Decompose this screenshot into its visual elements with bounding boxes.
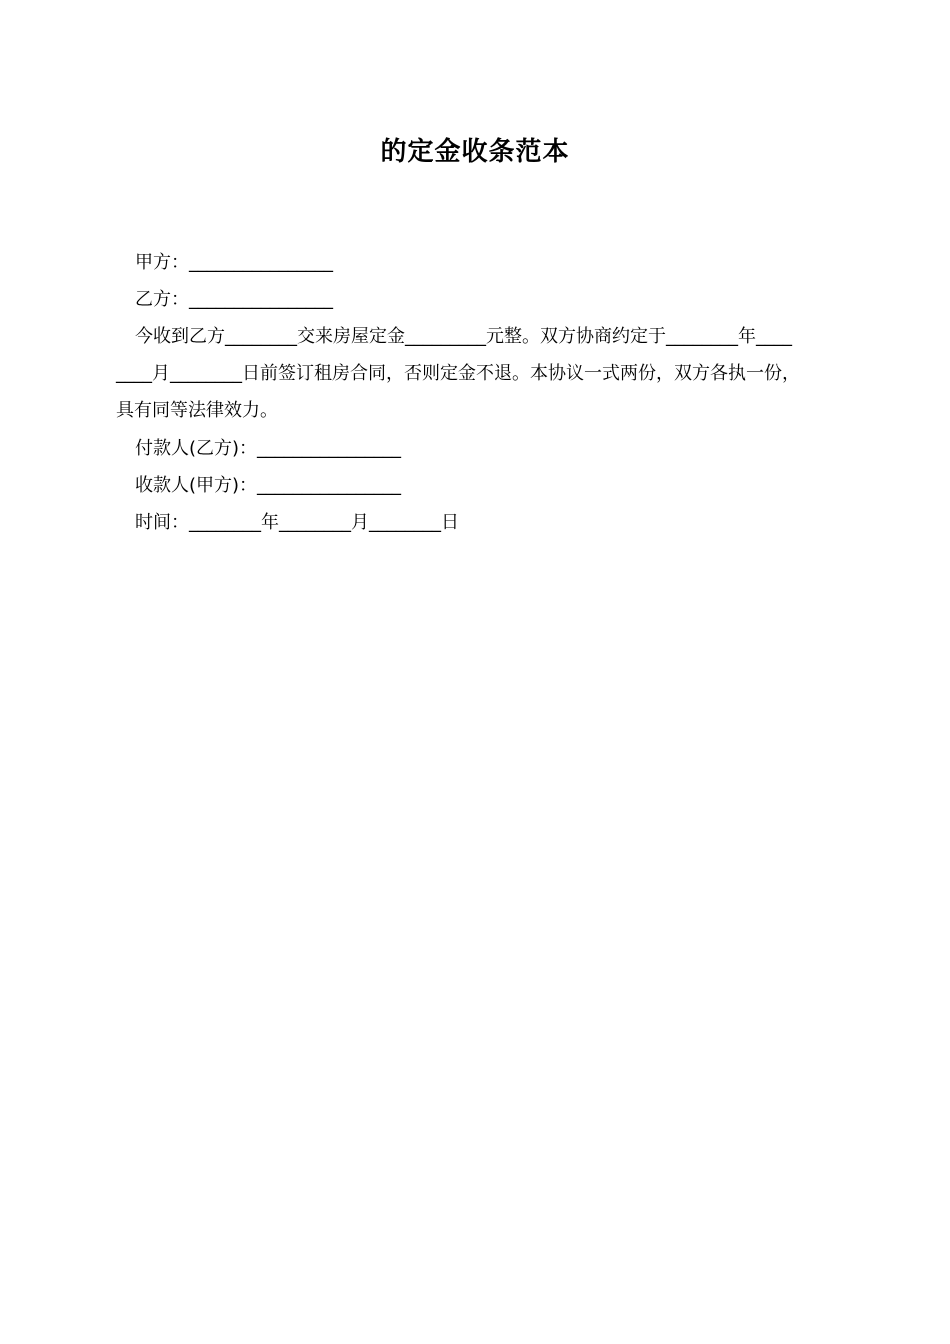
payer-line: 付款人(乙方)：________________	[135, 438, 402, 459]
party-a-line: 甲方：________________	[135, 252, 333, 273]
payee-line: 收款人(甲方)：________________	[135, 475, 402, 496]
document-title: 的定金收条范本	[380, 137, 570, 167]
date-line: 时间：________年________月________日	[135, 512, 459, 533]
body-paragraph-line-3: 具有同等法律效力。	[116, 400, 278, 421]
body-paragraph-line-1: 今收到乙方________交来房屋定金_________元整。双方协商约定于________年____	[135, 326, 792, 347]
body-paragraph-line-2: ____月________日前签订租房合同，否则定金不退。本协议一式两份，双方各执一份，	[116, 363, 800, 384]
party-b-line: 乙方：________________	[135, 289, 333, 310]
